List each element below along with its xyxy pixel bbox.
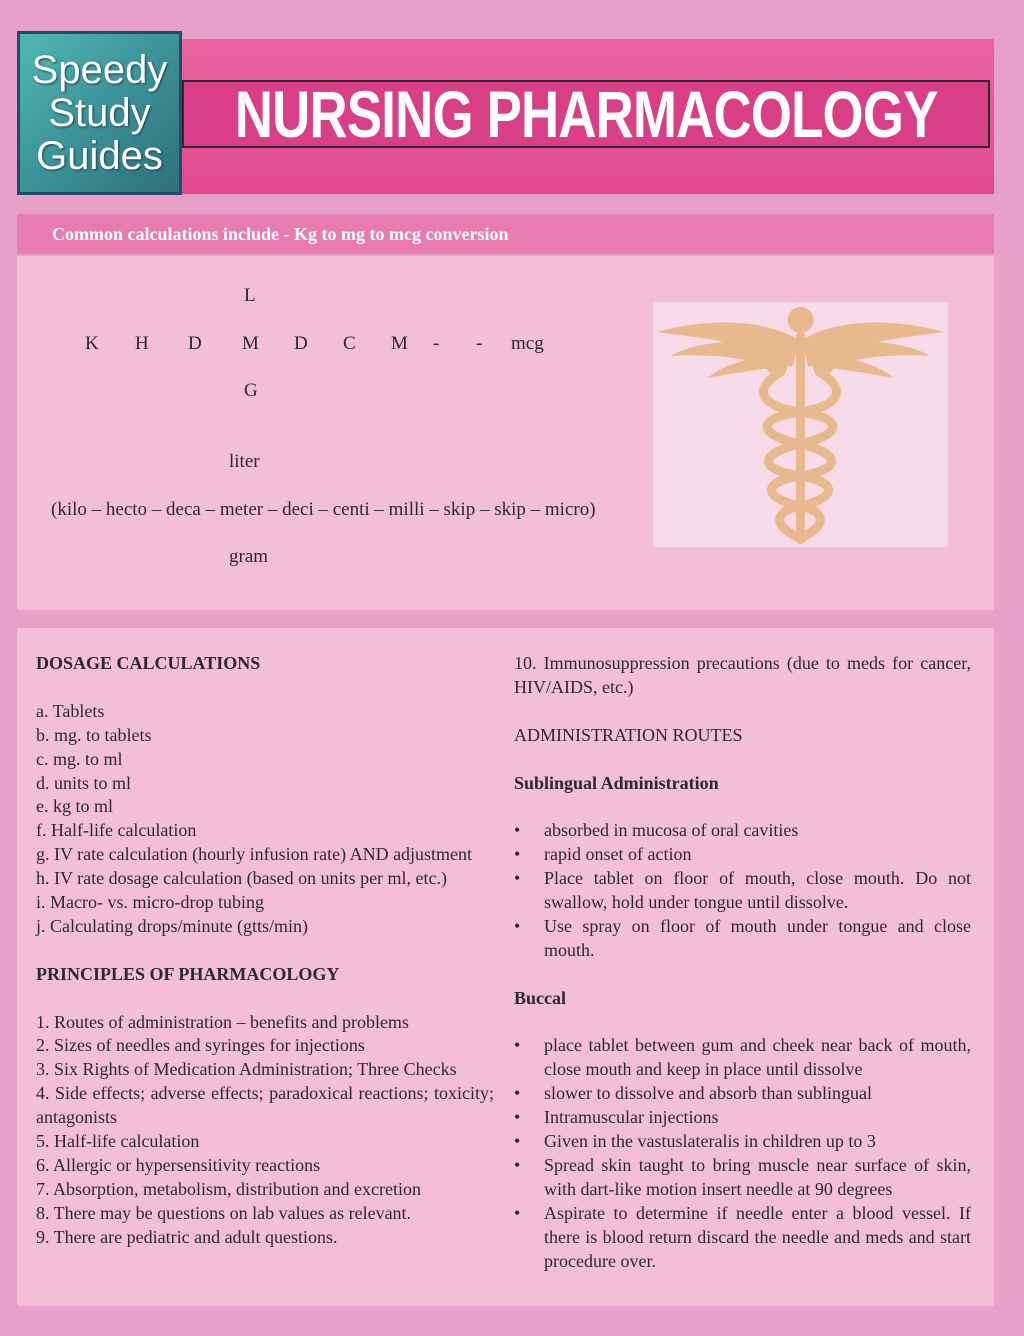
list-item: • absorbed in mucosa of oral cavities: [514, 819, 971, 843]
principles-item: 5. Half-life calculation: [36, 1131, 200, 1152]
dosage-item: g. IV rate calculation (hourly infusion rate) AND adjustment: [36, 844, 473, 865]
list-item: • Intramuscular injections: [514, 1106, 971, 1130]
principles-item: 6. Allergic or hypersensitivity reactions: [36, 1154, 321, 1175]
principles-item: 8. There may be questions on lab values as relevant.: [36, 1202, 412, 1223]
right-column: [514, 652, 971, 1273]
logo-line-1: Speedy: [31, 47, 168, 92]
metric-unit: C: [343, 333, 356, 354]
caduceus-illustration: [653, 302, 948, 547]
caduceus-icon: [653, 302, 948, 547]
list-item: • place tablet between gum and cheek near back of mouth, close mouth and keep in place until dissolve: [514, 1034, 971, 1082]
page-title: NURSING PHARMACOLOGY: [234, 77, 938, 151]
metric-unit: -: [476, 333, 483, 354]
list-item: • Spread skin taught to bring muscle near surface of skin, with dart-like motion insert needle at 90 degrees: [514, 1154, 971, 1202]
metric-unit: mcg: [511, 333, 544, 354]
principles-item: 2. Sizes of needles and syringes for injections: [36, 1035, 365, 1056]
metric-prefix-line: (kilo – hecto – deca – meter – deci – centi – milli – skip – skip – micro): [51, 499, 596, 520]
metric-unit: M: [391, 333, 408, 354]
principles-item: 9. There are pediatric and adult questions.: [36, 1226, 338, 1247]
list-item: • slower to dissolve and absorb than sublingual: [514, 1082, 971, 1106]
buccal-heading: Buccal: [514, 987, 566, 1008]
list-item: • Aspirate to determine if needle enter a blood vessel. If there is blood return discard the needle and meds and start procedure over.: [514, 1202, 971, 1274]
logo-line-3: Guides: [36, 133, 163, 178]
metric-unit: K: [85, 333, 99, 354]
content-panel: [17, 628, 994, 1306]
principles-item: 7. Absorption, metabolism, distribution and excretion: [36, 1178, 421, 1199]
left-column: [36, 652, 494, 1250]
principles-item: 1. Routes of administration – benefits and problems: [36, 1011, 409, 1032]
gram-label: gram: [229, 546, 269, 567]
sublingual-list: [514, 819, 971, 962]
principles-heading: PRINCIPLES OF PHARMACOLOGY: [36, 963, 340, 984]
subtitle-text: Common calculations include - Kg to mg to mcg conversion: [52, 224, 509, 244]
dosage-item: f. Half-life calculation: [36, 820, 197, 841]
buccal-list: [514, 1034, 971, 1273]
dosage-item: j. Calculating drops/minute (gtts/min): [36, 915, 308, 936]
metric-unit: -: [433, 333, 440, 354]
logo-line-2: Study: [48, 90, 151, 135]
dosage-item: a. Tablets: [36, 700, 105, 721]
dosage-item: b. mg. to tablets: [36, 724, 152, 745]
dosage-item: i. Macro- vs. micro-drop tubing: [36, 892, 264, 913]
principles-item: 4. Side effects; adverse effects; paradoxical reactions; toxicity; antagonists: [36, 1083, 494, 1128]
metric-unit: H: [135, 333, 149, 354]
liter-label: liter: [229, 451, 260, 472]
principles-item: 3. Six Rights of Medication Administration; Three Checks: [36, 1059, 457, 1080]
metric-unit: M: [242, 333, 259, 354]
brand-logo: [17, 31, 182, 195]
routes-heading: ADMINISTRATION ROUTES: [514, 724, 743, 745]
list-item: • Use spray on floor of mouth under tongue and close mouth.: [514, 915, 971, 963]
dosage-item: d. units to ml: [36, 772, 132, 793]
metric-unit: D: [188, 333, 202, 354]
subtitle-bar: [17, 214, 994, 254]
dosage-item: c. mg. to ml: [36, 748, 123, 769]
dosage-item: e. kg to ml: [36, 796, 113, 817]
dosage-heading: DOSAGE CALCULATIONS: [36, 653, 261, 673]
list-item: • Given in the vastuslateralis in children up to 3: [514, 1130, 971, 1154]
dosage-item: h. IV rate dosage calculation (based on units per ml, etc.): [36, 868, 448, 889]
immunosuppression-item: 10. Immunosuppression precautions (due to meds for cancer, HIV/AIDS, etc.): [514, 653, 971, 697]
list-item: • Place tablet on floor of mouth, close mouth. Do not swallow, hold under tongue until dissolve.: [514, 867, 971, 915]
list-item: • rapid onset of action: [514, 843, 971, 867]
metric-lower-label: G: [244, 380, 258, 401]
metric-unit: D: [294, 333, 308, 354]
title-box: [182, 77, 990, 151]
sublingual-heading: Sublingual Administration: [514, 772, 719, 793]
metric-upper-label: L: [244, 285, 256, 306]
